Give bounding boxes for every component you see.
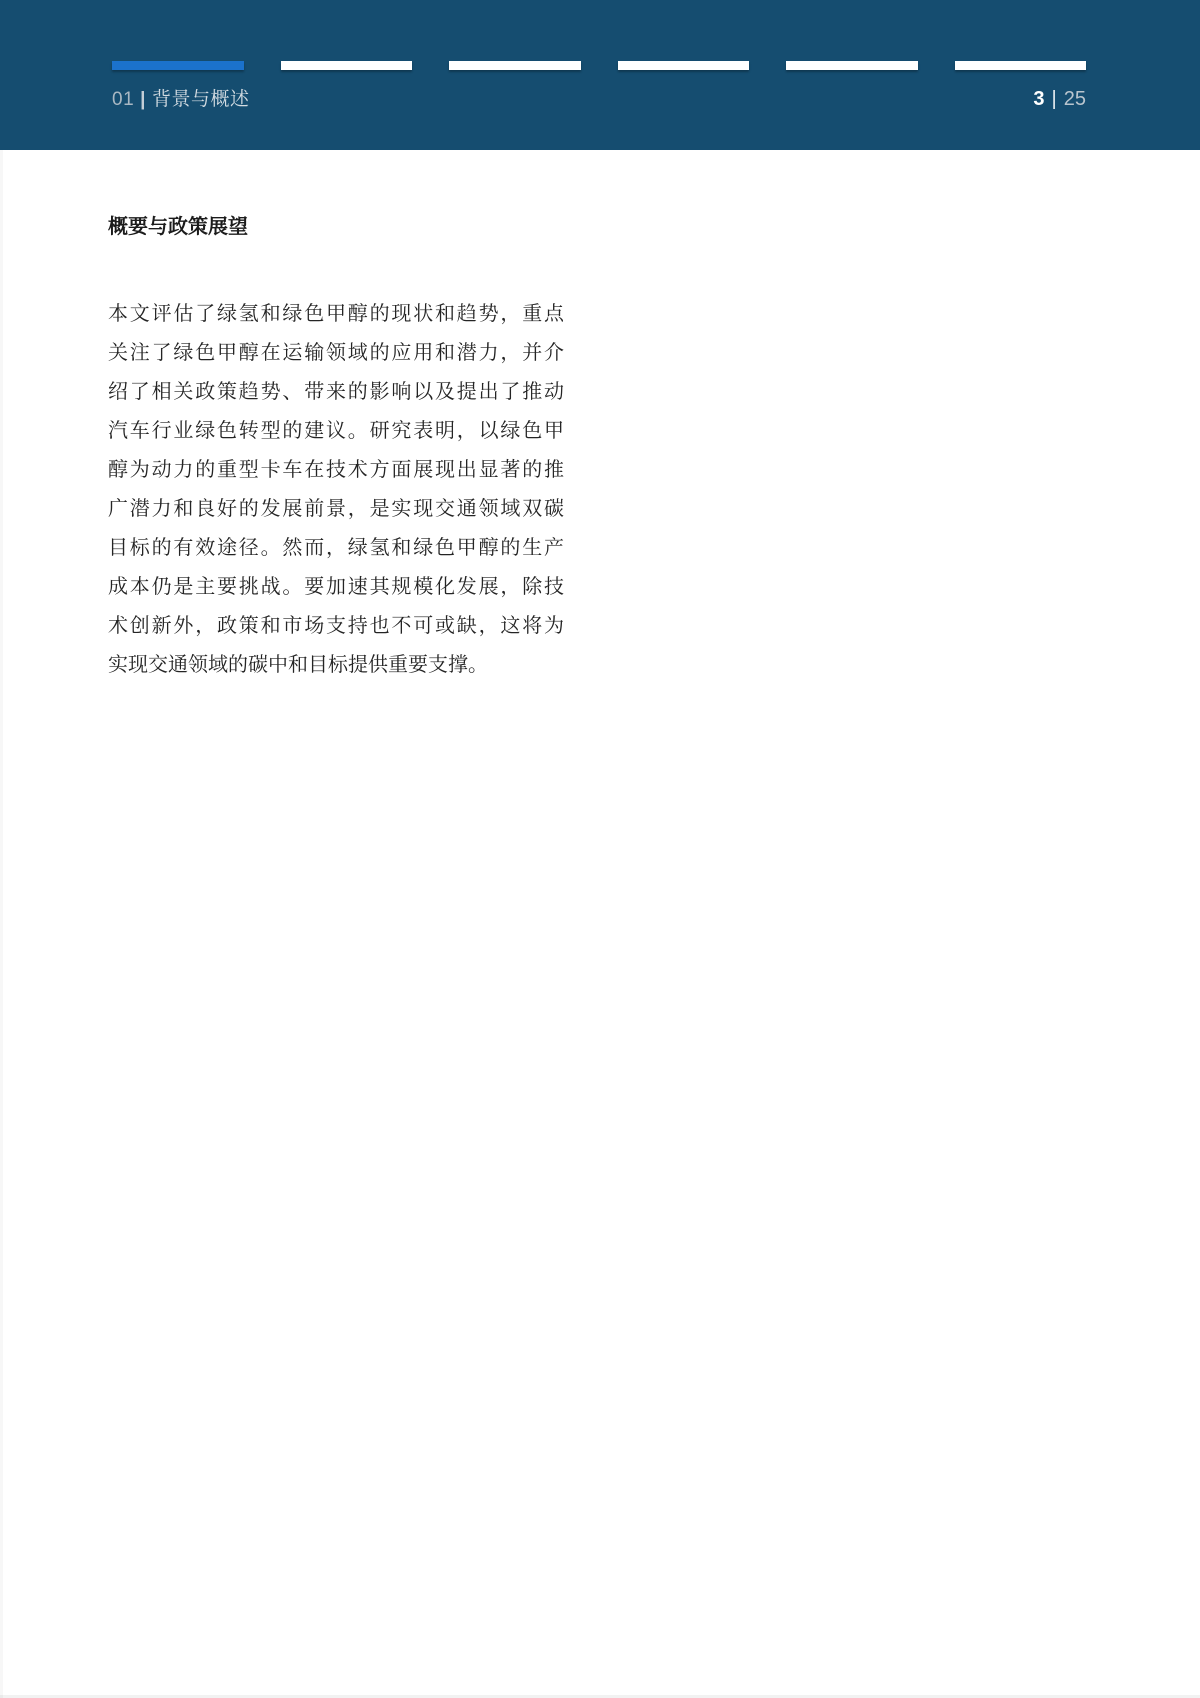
- total-page-count: 25: [1063, 88, 1086, 110]
- section-title: 背景与概述: [151, 89, 250, 110]
- paragraph-line: 关注了绿色甲醇在运输领域的应用和潜力，并介: [108, 342, 564, 364]
- paragraph-line: 术创新外，政策和市场支持也不可或缺，这将为: [108, 615, 564, 637]
- current-page-number: 3: [1033, 88, 1045, 110]
- paragraph-line: 广潜力和良好的发展前景，是实现交通领域双碳: [108, 498, 564, 520]
- page-content: [108, 150, 564, 685]
- paragraph-line: 汽车行业绿色转型的建议。研究表明，以绿色甲: [108, 420, 564, 442]
- paragraph-line: 目标的有效途径。然而，绿氢和绿色甲醇的生产: [108, 537, 564, 559]
- progress-segment: [281, 61, 413, 70]
- progress-segment-active: [112, 61, 244, 70]
- progress-bar-row: [112, 61, 1086, 70]
- summary-paragraph: [108, 295, 564, 685]
- progress-segment: [955, 61, 1087, 70]
- paragraph-line: 绍了相关政策趋势、带来的影响以及提出了推动: [108, 381, 564, 403]
- section-number: 01: [112, 89, 135, 110]
- progress-segment: [786, 61, 918, 70]
- paragraph-line: 本文评估了绿氢和绿色甲醇的现状和趋势，重点: [108, 303, 564, 325]
- content-heading: 概要与政策展望: [108, 216, 248, 238]
- progress-segment: [449, 61, 581, 70]
- page-indicator: [1033, 88, 1086, 111]
- page-separator: |: [1051, 88, 1057, 110]
- page-header: [0, 0, 1200, 150]
- section-label: [112, 84, 249, 111]
- header-text-row: [112, 84, 1086, 111]
- paragraph-line: 醇为动力的重型卡车在技术方面展现出显著的推: [108, 459, 564, 481]
- progress-segment: [618, 61, 750, 70]
- paragraph-line: 实现交通领域的碳中和目标提供重要支撑。: [108, 654, 488, 676]
- section-separator: |: [140, 89, 146, 110]
- paragraph-line: 成本仍是主要挑战。要加速其规模化发展，除技: [108, 576, 564, 598]
